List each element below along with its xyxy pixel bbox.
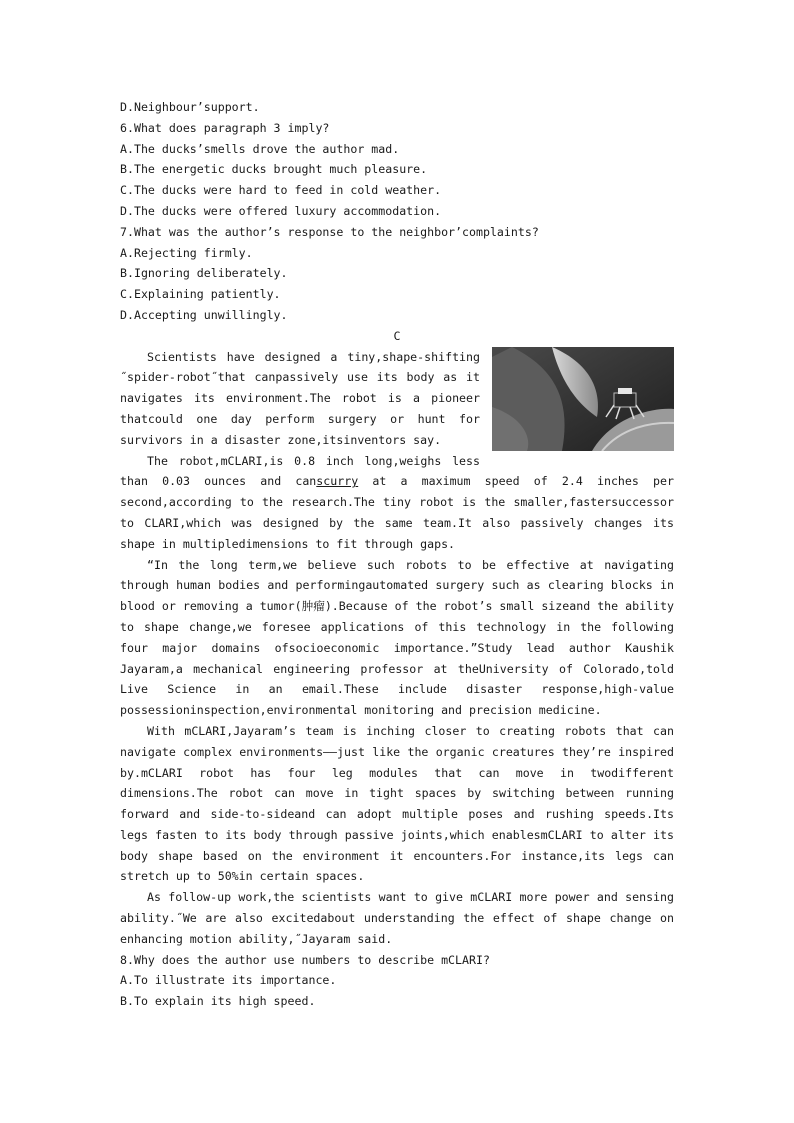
exam-page <box>120 97 674 1012</box>
passage-paragraph-4: With mCLARI,Jayaram’s team is inching closer to creating robots that can navigate complex environments——just like the organic creatures they’re inspired by.mCLARI robot has four leg modules that can move in twodifferent dimensions.The robot can move in tight spaces by switching between running forward and side-to-sideand can adopt multiple poses and rushing speeds.Its legs fasten to its body through passive joints,which enablesmCLARI to alter its body shape based on the environment it encounters.For instance,its legs can stretch up to 50%in certain spaces. <box>120 723 674 884</box>
q7-option-b: B.Ignoring deliberately. <box>120 266 288 281</box>
paragraph-2-text-start: The robot,mCLARI,is 0.8 inch long,weighs less than 0.03 ounces and can <box>120 453 480 489</box>
q6-option-d: D.The ducks were offered luxury accommodation. <box>120 203 442 218</box>
underlined-word: scurry <box>316 474 359 489</box>
q8-option-b: B.To explain its high speed. <box>120 994 316 1009</box>
q7-option-d: D.Accepting unwillingly. <box>120 307 288 322</box>
q6-option-c: C.The ducks were hard to feed in cold weather. <box>120 183 442 198</box>
q8-question: 8.Why does the author use numbers to describe mCLARI? <box>120 952 490 967</box>
passage-paragraph-3: “In the long term,we believe such robots to be effective at navigating through human bodies and performingautomated surgery such as clearing blocks in blood or removing a tumor(肿瘤).Because of the robot’s small sizeand the ability to shape change,we foresee applications of this technology in the following four major domains ofsocioeconomic importance.”Study lead author Kaushik Jayaram,a mechanical engineering professor at theUniversity of Colorado,told Live Science in an email.These include disaster response,high-value possessioninspection,environmental monitoring and precision medicine. <box>120 557 674 718</box>
q6-option-b: B.The energetic ducks brought much pleasure. <box>120 162 428 177</box>
q8-option-a: A.To illustrate its importance. <box>120 973 337 988</box>
spider-robot-photo <box>492 347 674 451</box>
q7-question: 7.What was the author’s response to the neighbor’complaints? <box>120 224 539 239</box>
section-label: C <box>393 328 401 343</box>
paragraph-2-text-end: at a maximum speed of 2.4 inches per second,according to the research.The tiny robot is the smaller,fastersuccessor to CLARI,which was designed by the same team.It also passively changes its shape in multipledimensions to fit through gaps. <box>120 474 674 551</box>
passage-paragraph-2 <box>120 451 674 555</box>
passage-paragraph-5: As follow-up work,the scientists want to give mCLARI more power and sensing ability.˝We are also excitedabout understanding the effect of shape change on enhancing motion ability,˝Jayaram said. <box>120 890 674 946</box>
q5-option-d: D.Neighbour’support. <box>120 100 260 114</box>
q7-option-a: A.Rejecting firmly. <box>120 245 253 260</box>
q6-option-a: A.The ducks’smells drove the author mad. <box>120 141 400 156</box>
q7-option-c: C.Explaining patiently. <box>120 287 281 302</box>
passage-paragraph-1: Scientists have designed a tiny,shape-shifting ˝spider-robot˝that canpassively use its body as it navigates its environment.The robot is a pioneer thatcould one day perform surgery or hunt for survivors in a disaster zone,itsinventors say. <box>120 349 480 447</box>
q6-question: 6.What does paragraph 3 imply? <box>120 120 330 135</box>
